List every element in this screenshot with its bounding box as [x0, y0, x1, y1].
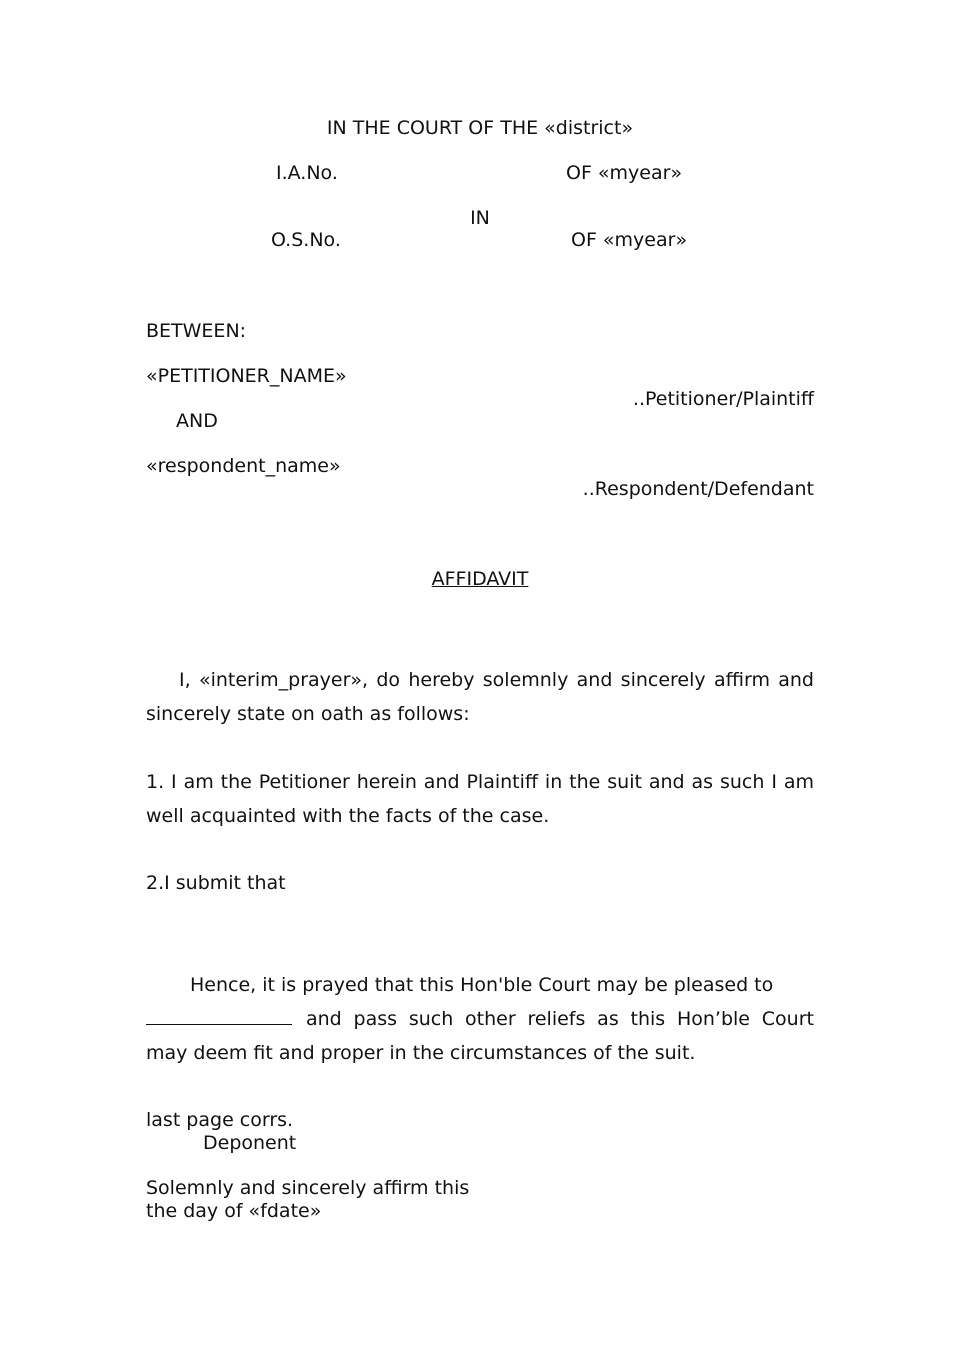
in-label: IN — [470, 207, 490, 229]
point-1-paragraph: 1. I am the Petitioner herein and Plaintiff in the suit and as such I am well acquainted with the facts of the case. — [146, 771, 814, 827]
os-number-label: O.S.No. — [271, 229, 341, 251]
deponent-label: Deponent — [203, 1132, 297, 1154]
ia-year: OF «myear» — [566, 162, 683, 184]
petitioner-role: ..Petitioner/Plaintiff — [632, 388, 814, 410]
between-label: BETWEEN: — [146, 320, 247, 342]
point-2-paragraph: 2.I submit that — [146, 872, 286, 894]
intro-paragraph: I, «interim_prayer», do hereby solemnly and sincerely affirm and sincerely state on oath as follows: — [146, 669, 814, 725]
and-label: AND — [176, 410, 218, 432]
petitioner-name: «PETITIONER_NAME» — [146, 365, 347, 387]
affirm-line: Solemnly and sincerely affirm this — [146, 1177, 470, 1199]
court-heading: IN THE COURT OF THE «district» — [326, 117, 634, 139]
prayer-blank — [146, 1006, 292, 1025]
last-page-note: last page corrs. — [146, 1109, 294, 1131]
document-title: AFFIDAVIT — [431, 568, 529, 590]
os-year: OF «myear» — [571, 229, 688, 251]
ia-number-label: I.A.No. — [276, 162, 338, 184]
prayer-paragraph — [146, 968, 814, 1070]
prayer-start: Hence, it is prayed that this Hon'ble Court may be pleased to — [190, 974, 774, 996]
prayer-end: and pass such other reliefs as this Hon’ble Court may deem fit and proper in the circumstances of the suit. — [146, 1008, 814, 1064]
respondent-name: «respondent_name» — [146, 455, 341, 477]
date-line: the day of «fdate» — [146, 1200, 322, 1222]
respondent-role: ..Respondent/Defendant — [582, 478, 814, 500]
